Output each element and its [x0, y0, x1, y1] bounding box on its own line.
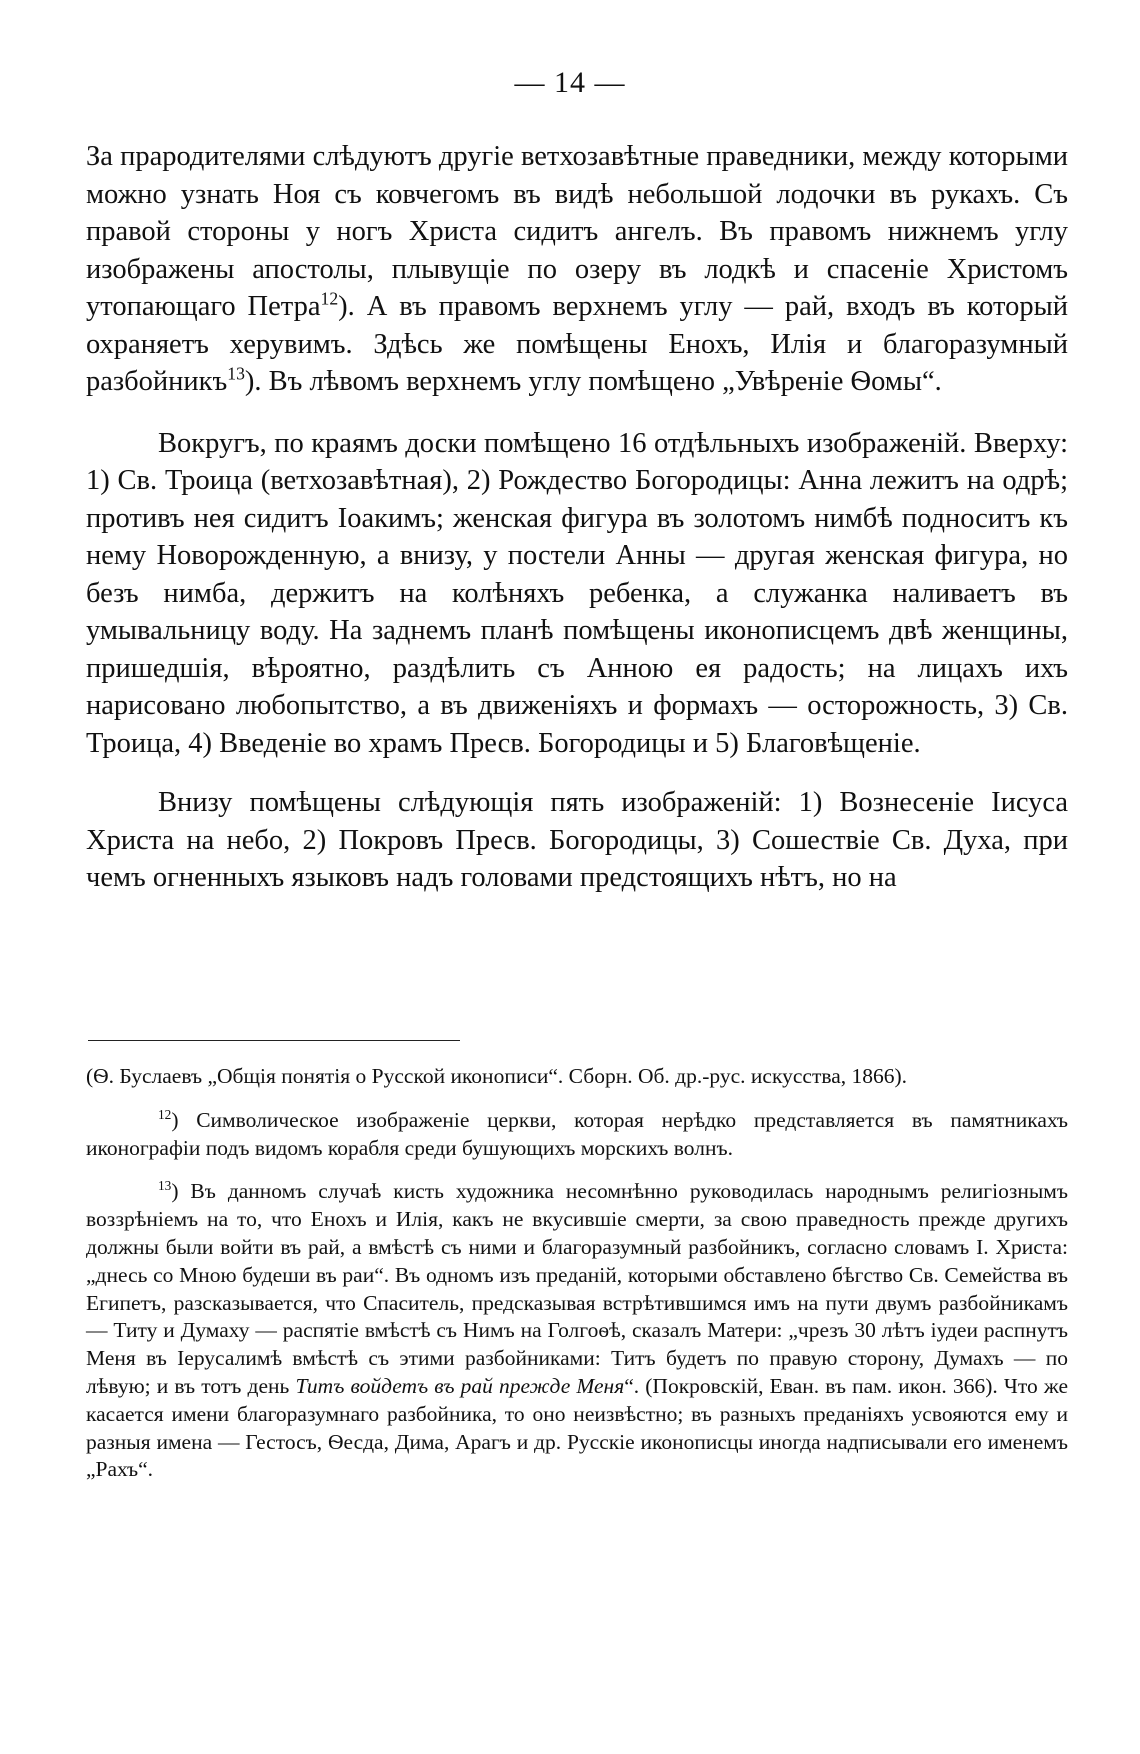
footnote-13 — [86, 1178, 1068, 1484]
page-number: — 14 — — [514, 66, 626, 99]
paragraph-1-text-c: ). Въ лѣвомъ верхнемъ углу помѣщено „Увѣреніе Ѳомы“. — [244, 366, 942, 397]
paragraph-3: Внизу помѣщены слѣдующія пять изображеній: 1) Вознесеніе Іисуса Христа на небо, 2) Покровъ Пресв. Богородицы, 3) Сошествіе Св. Духа, при чемъ огненныхъ языковъ надъ головами предстоящихъ нѣтъ, но на — [86, 787, 1068, 893]
footnote-ref-12: 12 — [320, 288, 339, 309]
footnotes — [86, 1063, 1068, 1484]
paragraph-2: Вокругъ, по краямъ доски помѣщено 16 отдѣльныхъ изображеній. Вверху: 1) Св. Троица (ветхозавѣтная), 2) Рождество Богородицы: Анна лежитъ на одрѣ; противъ нея сидитъ Іоакимъ; женская фигура въ золотомъ нимбѣ подноситъ къ нему Новорожденную, а внизу, у постели Анны — другая женская фигура, но безъ нимба, держитъ на колѣняхъ ребенка, а служанка наливаетъ въ умывальницу воду. На заднемъ планѣ помѣщены иконописцемъ двѣ женщины, пришедшія, вѣроятно, раздѣлить съ Анною ея радость; на лицахъ ихъ нарисовано любопытство, а въ движеніяхъ и формахъ — осторожность, 3) Св. Троица, 4) Введеніе во храмъ Пресв. Богородицы и 5) Благовѣщеніе. — [86, 427, 1068, 759]
footnote-continuation: (Ѳ. Буслаевъ „Общія понятія о Русской иконописи“. Сборн. Об. др.-рус. искусства, 1866). — [86, 1064, 908, 1088]
paragraph-1 — [86, 138, 1068, 401]
paragraph-1-text-a: За прародителями слѣдуютъ другіе ветхозавѣтные праведники, между которыми можно узнать Ноя съ ковчегомъ въ видѣ небольшой лодочки въ рукахъ. Съ правой стороны у ногъ Христа сидитъ ангелъ. Въ правомъ нижнемъ углу изображены апостолы, плывущіе по озеру въ лодкѣ и спасеніе Христомъ утопающаго Петра — [86, 141, 1068, 322]
footnote-13-text-b: “. (Покровскій, Еван. въ пам. икон. 366). Что же касается имени благоразумнаго разбойника, то оно неизвѣстно; въ разныхъ преданіяхъ усвояются ему и разныя имена — Гестосъ, Ѳесда, Дима, Арагъ и др. Русскіе иконописцы иногда надписывали его именемъ „Рахъ“. — [86, 1373, 1068, 1482]
paragraph-1-text-b: ). А въ правомъ верхнемъ углу — рай, входъ въ который охраняетъ херувимъ. Здѣсь же помѣщены Енохъ, Илія и благоразумный разбойникъ — [86, 291, 1068, 397]
footnote-12 — [86, 1107, 1068, 1163]
footnote-13-mark: 13 — [158, 1178, 172, 1194]
footnote-ref-13: 13 — [227, 363, 245, 384]
main-text — [86, 138, 1068, 897]
footnote-13-text-a: ) Въ данномъ случаѣ кисть художника несомнѣнно руководилась народнымъ религіознымъ воззрѣніемъ на то, что Енохъ и Илія, какъ не вкусившіе смерти, за свою праведность прежде другихъ должны были войти въ рай, а вмѣстѣ съ ними и благоразумный разбойникъ, согласно словамъ І. Христа: „днесь со Мною будеши въ раи“. Въ одномъ изъ преданій, которыми обставлено бѣгство Св. Семейства въ Египетъ, разсказывается, что Спаситель, предсказывая встрѣтившимся имъ на пути двумъ разбойникамъ — Титу и Думаху — распятіе вмѣстѣ съ Нимъ на Голгоѳѣ, сказалъ Матери: „чрезъ 30 лѣтъ іудеи распнутъ Меня въ Іерусалимѣ вмѣстѣ съ этими разбойниками: Титъ будетъ по правую сторону, Думахъ — по лѣвую; и въ тотъ день — [86, 1179, 1068, 1398]
footnote-divider — [88, 1040, 460, 1041]
footnote-12-text: ) Символическое изображеніе церкви, которая нерѣдко представляется въ памятникахъ иконографіи подъ видомъ корабля среди бушующихъ морскихъ волнъ. — [86, 1107, 1068, 1160]
footnote-12-mark: 12 — [158, 1106, 172, 1122]
footnote-13-italic-quote: Титъ войдетъ въ рай прежде Меня — [295, 1373, 625, 1398]
